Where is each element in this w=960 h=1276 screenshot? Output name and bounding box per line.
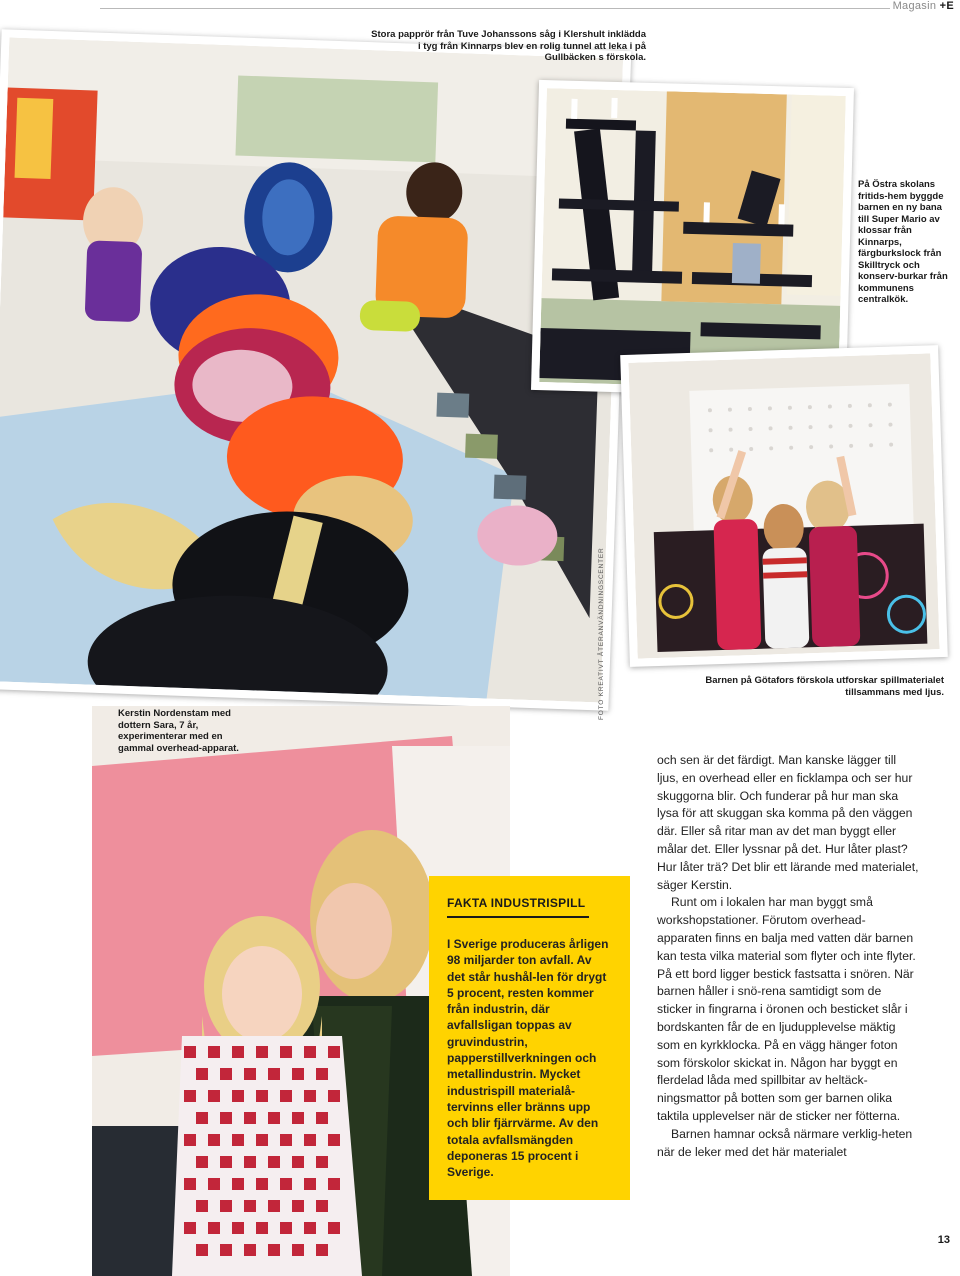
photo-credit: FOTO KREATIVT ÅTERANVÄNDNINGSCENTER — [598, 547, 605, 720]
fact-box-heading: FAKTA INDUSTRISPILL — [447, 896, 589, 918]
photo-light-play — [620, 345, 948, 667]
brand-mark: +E — [939, 0, 954, 12]
light-board-illustration — [628, 353, 939, 658]
page-number: 13 — [937, 1234, 950, 1246]
caption-mario-track: På Östra skolans fritids-hem byggde barnen en ny bana till Super Mario av klossar från Kinnarps, färgburkslock från Skilltryck och konserv-burkar från kommunens centralkök. — [858, 179, 948, 305]
tunnel-illustration — [0, 37, 623, 702]
article-paragraph: Runt om i lokalen har man byggt små workshopstationer. Förutom overhead-apparaten finns en balja med vatten där barnen kan testa vilka material som flyter och inte flyter. På ett bord ligger bestick fastsatta i snören. När barnen håller i snö-rena samtidigt som de sticker in fingrarna i öronen och besticket slår i bordskanten får de en ljudupplevelse mäktig som en kyrkklocka. På en vägg hänger foton som förskolor skickat in. Någon har byggt en flerdelad låda med spillbitar av heltäck-ningsmattor på botten som ger barnen olika taktila upplevelser när de sticker ner fötterna. — [657, 895, 916, 1123]
article-paragraph: och sen är det färdigt. Man kanske lägger till ljus, en overhead eller en ficklampa och ser hur skuggorna blir. Och funderar på hur man ska lysa för att skuggan ska komma på den väggen där. Eller så ritar man av det man byggt eller målar det. Eller lyssnar på det. Hur låter plast? Hur låter trä? Det blir ett lärande med materialet, säger Kerstin. — [657, 753, 919, 892]
brand-name: Magasin — [892, 0, 937, 12]
header-rule — [100, 8, 890, 9]
block-tower-illustration — [539, 88, 846, 390]
magazine-brand — [893, 0, 954, 12]
article-body — [657, 752, 919, 1161]
caption-fabric-tunnel: Stora papprör från Tuve Johanssons såg i Klershult inklädda i tyg från Kinnarps blev en rolig tunnel att leka i på Gullbäcken s förskola. — [371, 29, 646, 63]
caption-light-play: Barnen på Götafors förskola utforskar spillmaterialet tillsammans med ljus. — [705, 675, 944, 698]
caption-overhead: Kerstin Nordenstam med dottern Sara, 7 år, experimenterar med en gammal overhead-apparat. — [118, 708, 239, 754]
fact-box — [429, 876, 630, 1200]
fact-box-text: I Sverige produceras årligen 98 miljarder ton avfall. Av det står hushål-len för drygt 5 procent, resten kommer från industrin, där avfallsligan toppas av gruvindustrin, papperstillverkningen och metallindustrin. Mycket industrispill materialå-tervinns eller bränns upp och blir fjärrvärme. Av den totala avfallsmängden deponeras 15 procent i Sverige. — [447, 937, 609, 1180]
article-paragraph: Barnen hamnar också närmare verklig-heten när de leker med det här materialet — [657, 1126, 913, 1159]
